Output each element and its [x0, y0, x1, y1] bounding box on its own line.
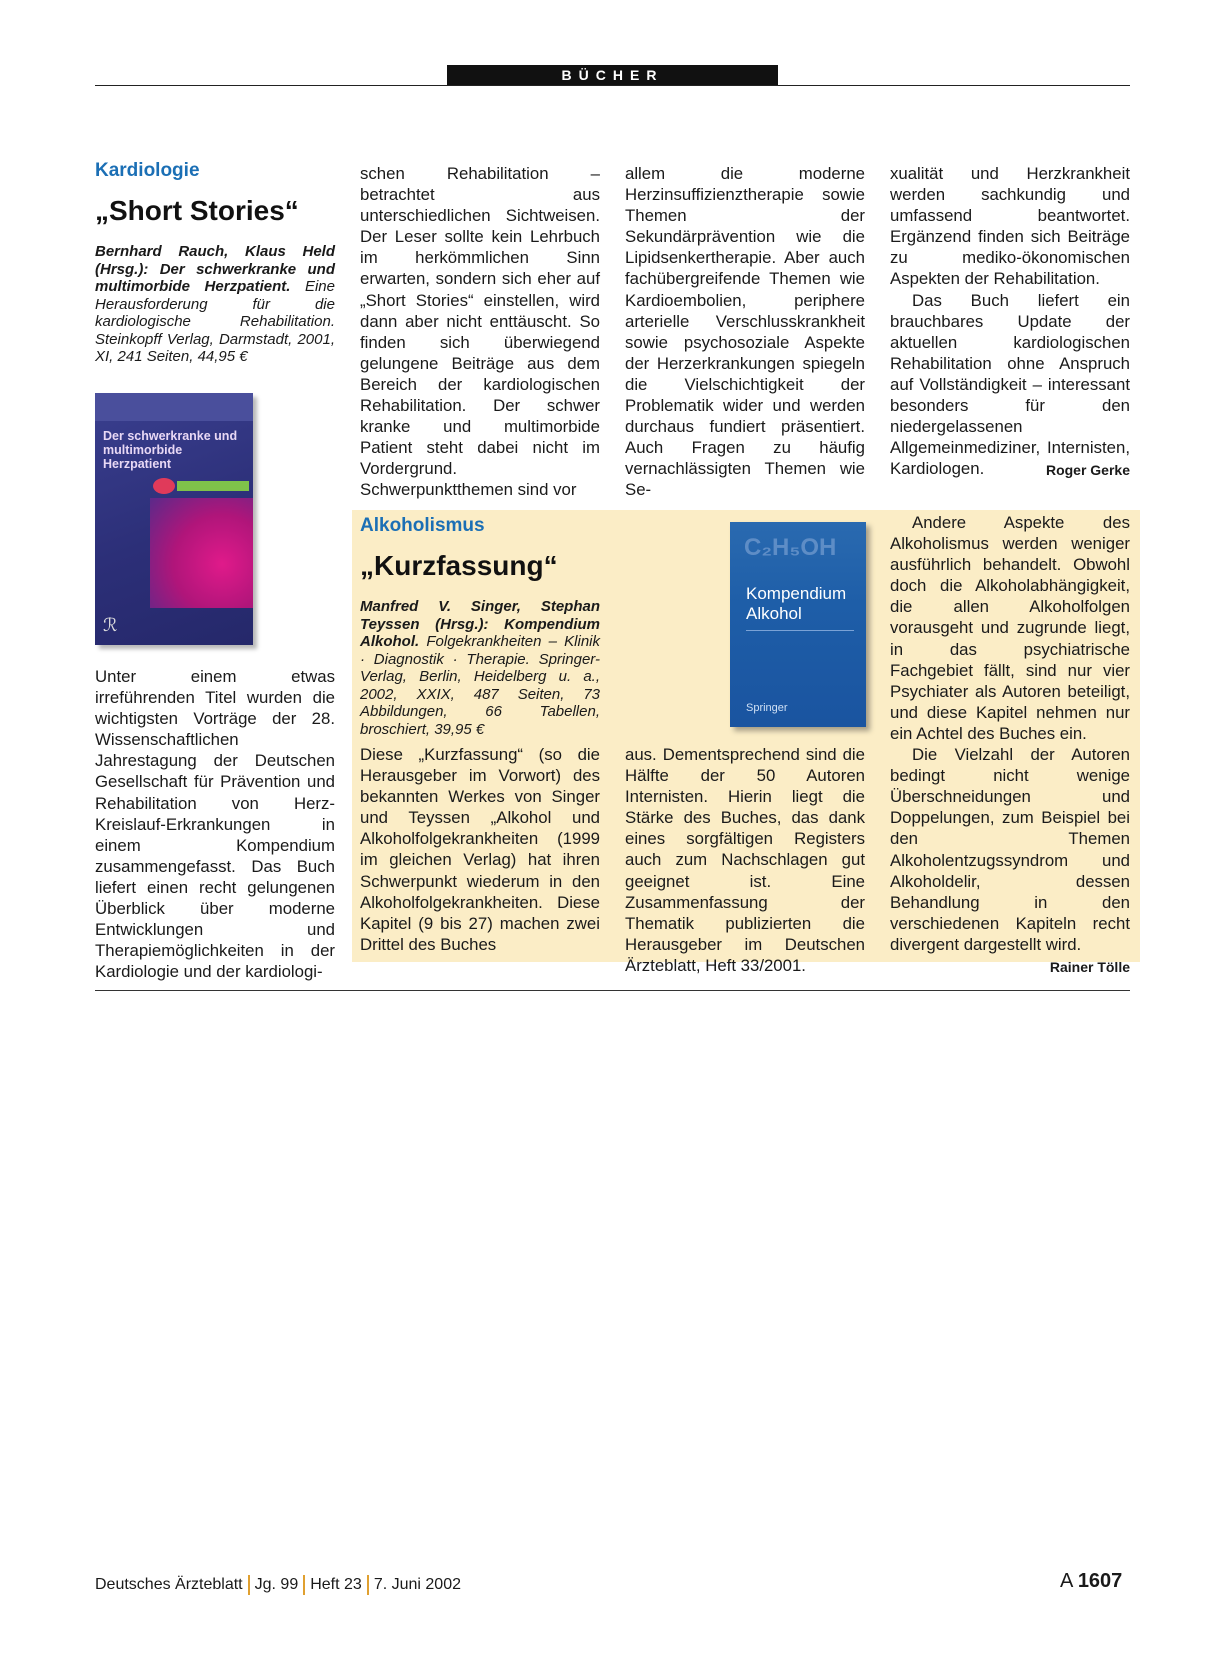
article2-book-cover — [730, 522, 866, 727]
article1-biblio — [95, 243, 335, 366]
footer-separator — [248, 1575, 250, 1595]
footer-issue: Heft 23 — [310, 1576, 362, 1593]
article1-category: Kardiologie — [95, 160, 200, 181]
article2-biblio — [360, 598, 600, 738]
footer-date: 7. Juni 2002 — [373, 1576, 461, 1593]
article2-paragraph3: Andere Aspekte des Alkoholismus werden weniger ausführlich behandelt. Obwohl doch die Alkoholabhängigkeit, die allen Alkoholfolgen vorausgeht und zugrunde liegt, in das psychiatrische Fachgebiet fällt, sind nur vier Psychiater als Autoren beteiligt, und diese Kapitel nehmen nur ein Achtel des Buches ein. — [890, 513, 1130, 743]
article2-paragraph2: aus. Dementsprechend sind die Hälfte der 50 Autoren Internisten. Hierin liegt die Stärke des Buches, das dank eines sorgfältigen Registers auch zum Nachschlagen gut geeignet ist. Eine Zusammenfassung der Thematik publizierten die Herausgeber im Deutschen Ärzteblatt, Heft 33/2001. — [625, 745, 865, 975]
footer — [95, 1575, 461, 1595]
article2-column2 — [360, 744, 600, 955]
cover-illustration — [150, 498, 253, 608]
cover-header-band — [95, 393, 253, 421]
article2-biblio-details: Folgekrankheiten – Klinik · Diagnostik · Therapie. Springer-Verlag, Berlin, Heidelberg u. a., 2002, XXIX, 487 Seiten, 73 Abbildungen, 66 Tabellen, broschiert, 39,95 € — [360, 633, 600, 738]
article1-biblio-details: Eine Herausforderung für die kardiologische Rehabilitation. Steinkopff Verlag, Darmstadt, 2001, XI, 241 Seiten, 44,95 € — [95, 278, 335, 365]
page-number — [1060, 1570, 1122, 1593]
header-rule — [95, 85, 1130, 86]
page-number-value: 1607 — [1077, 1570, 1123, 1592]
cover-title: Kompendium Alkohol — [746, 584, 847, 623]
article2-category: Alkoholismus — [360, 515, 485, 536]
footer-volume: Jg. 99 — [254, 1576, 299, 1593]
cover-title: Der schwerkranke und multimorbide Herzpatient — [103, 429, 238, 471]
article1-paragraph4: xualität und Herzkrankheit werden sachkundig und umfassend beantwortet. Ergänzend finden sich Beiträge zu mediko-ökonomischen Aspekten der Rehabilitation. — [890, 164, 1130, 289]
article1-column2 — [360, 163, 600, 501]
cover-publisher: Springer — [746, 702, 788, 714]
article1-column1 — [95, 666, 335, 982]
article2-column3 — [625, 744, 865, 976]
article1-biblio-authors: Bernhard Rauch, Klaus Held (Hrsg.): Der schwerkranke und multimorbide Herzpatient. — [95, 243, 335, 295]
article1-paragraph3: allem die moderne Herzinsuffizienztherapie sowie Themen der Sekundärprävention wie die Lipidsenkertherapie. Aber auch fachübergreifende Themen wie Kardioembolien, periphere arterielle Verschlusskrankheit sowie psychosoziale Aspekte der Herzerkrankungen spiegeln die Vielschichtigkeit der Problematik wider und werden durchaus fundiert präsentiert. Auch Fragen zu häufig vernachlässigten Themen wie Se- — [625, 164, 865, 500]
article1-paragraph5 — [890, 290, 1130, 480]
heart-icon — [153, 478, 175, 494]
content-bottom-rule — [95, 990, 1130, 991]
cover-green-band — [177, 481, 249, 491]
article2-column4 — [890, 512, 1130, 978]
article2-paragraph1: Diese „Kurzfassung“ (so die Herausgeber im Vorwort) des bekannten Werkes von Singer und Teyssen „Alkohol und Alkoholfolgekrankheiten (1999 im gleichen Verlag) hat ihren Schwerpunkt wiederum in den Alkoholfolgekrankheiten. Diese Kapitel (9 bis 27) machen zwei Drittel des Buches — [360, 745, 600, 954]
publisher-logo-icon: ℛ — [103, 615, 118, 635]
article1-book-cover — [95, 393, 253, 645]
article1-column3 — [625, 163, 865, 501]
footer-separator — [303, 1575, 305, 1595]
page-prefix: A — [1060, 1570, 1073, 1592]
section-label: BÜCHER — [447, 65, 778, 85]
cover-divider — [746, 630, 854, 661]
article1-title: „Short Stories“ — [95, 195, 299, 226]
footer-separator — [367, 1575, 369, 1595]
article1-paragraph1: Unter einem etwas irreführenden Titel wurden die wichtigsten Vorträge der 28. Wissenschaftlichen Jahrestagung der Deutschen Gesellschaft für Prävention und Rehabilitation von Herz-Kreislauf-Erkrankungen in einem Kompendium zusammengefasst. Das Buch liefert einen recht gelungenen Überblick über moderne Entwicklungen und Therapiemöglichkeiten in der Kardiologie und der kardiologi- — [95, 667, 335, 982]
article2-title: „Kurzfassung“ — [360, 550, 558, 581]
article1-column4 — [890, 163, 1130, 481]
article1-paragraph5-text: Das Buch liefert ein brauchbares Update der aktuellen kardiologischen Rehabilitation ohne Anspruch auf Vollständigkeit – interessant besonders für den niedergelassenen Allgemeinmediziner, Internisten, Kardiologen. — [890, 290, 1130, 479]
article2-author: Rainer Tölle — [1049, 958, 1130, 975]
article1-author: Roger Gerke — [1045, 462, 1130, 479]
article2-paragraph4-text: Die Vielzahl der Autoren bedingt nicht wenige Überschneidungen und Doppelungen, zum Beispiel bei den Themen Alkoholentzugssyndrom und Alkoholdelir, dessen Behandlung in den verschiedenen Kapiteln recht divergent dargestellt wird. — [890, 745, 1130, 954]
footer-journal: Deutsches Ärzteblatt — [95, 1576, 243, 1593]
cover-formula: C₂H₅OH — [744, 534, 837, 561]
article2-biblio-authors: Manfred V. Singer, Stephan Teyssen (Hrsg.): Kompendium Alkohol. — [360, 598, 600, 650]
article2-paragraph4 — [890, 744, 1130, 975]
article1-paragraph2: schen Rehabilitation – betrachtet aus unterschiedlichen Sichtweisen. Der Leser sollte kein Lehrbuch im herkömmlichen Sinn erwarten, sondern sich eher auf „Short Stories“ einstellen, wird dann aber nicht enttäuscht. So finden sich überwiegend gelungene Beiträge aus dem Bereich der kardiologischen Rehabilitation. Der schwer kranke und multimorbide Patient steht dabei nicht im Vordergrund. Schwerpunktthemen sind vor — [360, 164, 600, 500]
